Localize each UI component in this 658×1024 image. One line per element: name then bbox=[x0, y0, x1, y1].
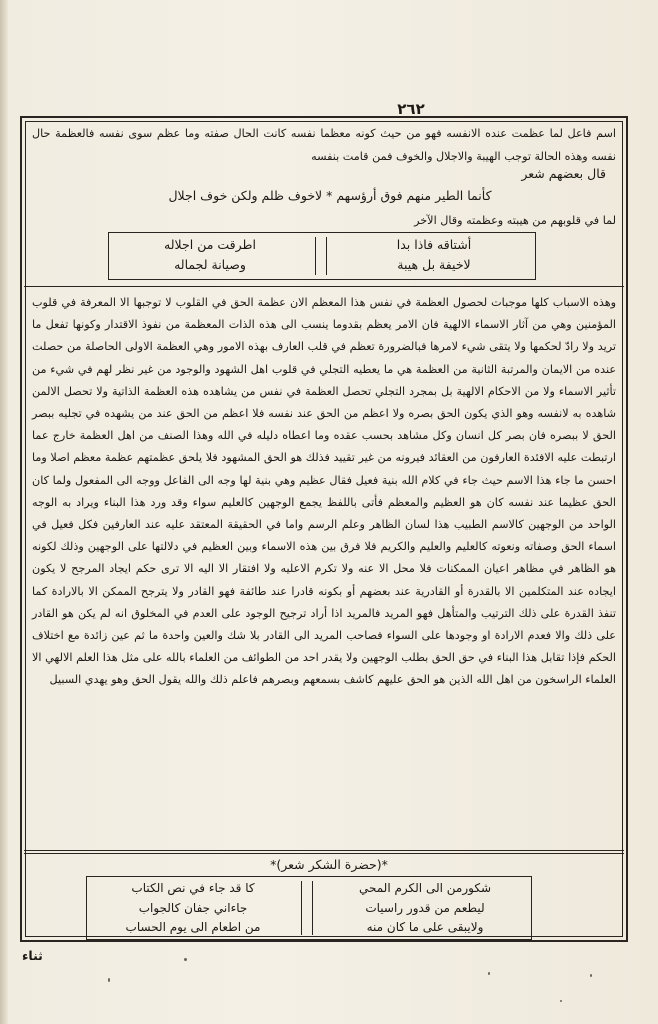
bottom-poem-box bbox=[86, 876, 532, 940]
after-verse-text: لما في قلوبهم من هيبته وعظمته وقال الآخر bbox=[414, 214, 616, 227]
section-heading: *(حضرة الشكر شعر)* bbox=[270, 857, 388, 872]
bottom-right-line-2: ليطعم من قدور راسيات bbox=[365, 900, 485, 915]
bottom-right-line-1: شكورمن الى الكرم المحي bbox=[358, 881, 492, 895]
bottom-poem-right-column bbox=[325, 879, 525, 938]
paper-speck bbox=[560, 1000, 562, 1002]
intro-paragraph: اسم فاعل لما عظمت عنده الانفسه فهو من حيث كونه معظما نفسه كانت الحال صفته وما عظم سوى نفسه فالعظمة حال نفسه وهذه الحالة توجب الهيبة والاجلال والخوف فمن قامت بنفسه bbox=[32, 127, 616, 163]
poem-right-hemistich bbox=[339, 235, 529, 275]
paper-speck bbox=[108, 978, 110, 982]
verse-line: كأنما الطير منهم فوق أرؤسهم * لاخوف ظلم ولكن خوف اجلال bbox=[168, 188, 492, 203]
poem-right-line-2: لاخيفة بل هيبة bbox=[397, 257, 471, 272]
bottom-left-line-2: جاءاني جفان كالجواب bbox=[138, 900, 248, 915]
section-rule bbox=[24, 286, 624, 287]
verse-introduction: قال بعضهم شعر bbox=[521, 166, 606, 181]
bottom-rule-upper bbox=[24, 850, 624, 851]
main-body-text: وهذه الاسباب كلها موجبات لحصول العظمة في نفس هذا المعظم الان عظمة الحق في القلوب لا توجبها الا المعرفة في قلوب المؤمنين وهي من آثار الاسماء الالهية فان الامر يعظم بقدوما ينسب الى هذه الذات المعظمة من نفوذ الاقتدار وكونها تفعل ما تريد ولا رادّ لحكمها ولا يتقى شيء لامرها فبالضرورة تعظم في قلب العارف بهذه الامور وهي العظمة الاولى الحاصلة من حصلت عنده من الايمان والمرتبة الثانية من العظمة هي ما يعطيه التجلي في قلوب اهل الشهود والوجود من غير نظر لهم في شيء من تأثير الاسماء ولا من الاحكام الالهية بل بمجرد التجلي تحصل العظمة في نفس من يشاهده هذه العظمة الذاتية ولا تحصل الالمن شاهده به لانفسه وهو الذي يكون الحق بصره ولا اعظم من الحق عند نفسه فلا اعظم من الحق عند من يشهده في تجليه ببصر الحق لا ببصره فان بصر كل انسان وكل مشاهد بحسب عقده وما اعطاه دليله في الله وهذا الصنف من اهل العظمة خارج عما ارتبطت عليه الافئدة العارفون من العقائد فيرونه من غير تقييد فذلك هو الحق المشهود فلا يلحق عظمتهم عظمة معظم اصلا وما احسن ما جاء هذا الاسم حيث جاء في كلام الله بنية فعيل فقال عظيم وهي بنية لها وجه الى الفاعل ووجه الى المفعول ولما كان الحق عظيما عند نفسه كان هو العظيم والمعظم فأتى باللفظ يجمع الوجهين كالعليم سواء وقد ورد هذا البناء ويراد به الوجه الواحد من الوجهين كالاسم الطبيب هذا لسان الظاهر وعلم الرسم واما في الحقيقة المعتقد عليه عند العارفين فكل فعيل في اسماء الحق وصفاته ونعوته كالعليم والعليم والكريم فلا فرق بين هذه الاسماء وبين العظيم في دلالتها على الوجهين وذلك لكونه هو الظاهر في مظاهر اعيان الممكنات فلا محل الا عنه ولا تكرم الاعليه ولا افتقار الا اليه الا ترى حكم ايجاد المرجح لا يكون ايجاده عند المتكلمين الا بالقدرة أو القادرية عند بعضهم أو بكونه قادرا عند طائفة فهو القادر ولا يترجح الممكن الا بالارادة كما تنفذ القدرة على ذلك الترتيب والمتأهل فهو المريد فالمريد اذا أراد ترجيح الوجود على العدم في المخلوق انه لم يكن هو القادر على ذلك والا فعدم الارادة او وجودها على السواء فصاحب المريد الى القادر بلا شك والعين واحدة ما ثم عين زائدة مع اختلاف الحكم فإذا تقابل هذا البناء في حق الحق بطلب الوجهين ولا يقدر احد من الطوائف من العلماء بالله على مثل هذا العلم الالهي الا العلماء الراسخون من اهل الله الذين هو الحق عليهم كاشف بسمعهم وبصرهم فاعلم ذلك والله يقول الحق وهو يهدي السبيل bbox=[32, 296, 616, 687]
catchword: ثناء bbox=[22, 948, 43, 963]
bottom-left-line-1: كا قد جاء في نص الكتاب bbox=[131, 881, 255, 895]
poem-left-line-1: اطرقت من اجلاله bbox=[164, 237, 256, 252]
bottom-poem-left-column bbox=[93, 879, 293, 938]
poem-box bbox=[108, 232, 536, 280]
poem-right-line-1: أشتاقه فاذا بدا bbox=[396, 237, 472, 252]
paper-speck bbox=[590, 974, 592, 977]
poem-left-hemistich bbox=[115, 235, 305, 275]
poem-divider bbox=[315, 237, 327, 275]
page-number: ٢٦٢ bbox=[397, 100, 425, 118]
paper-speck bbox=[184, 958, 187, 961]
bottom-right-line-3: ولايبقى على ما كان منه bbox=[366, 920, 484, 934]
bottom-poem-divider bbox=[301, 881, 313, 935]
bottom-left-line-3: من اطعام الى يوم الحساب bbox=[125, 920, 261, 934]
poem-left-line-2: وصيانة لجماله bbox=[174, 257, 246, 272]
paper-speck bbox=[488, 972, 490, 975]
bottom-rule-lower bbox=[24, 853, 624, 854]
